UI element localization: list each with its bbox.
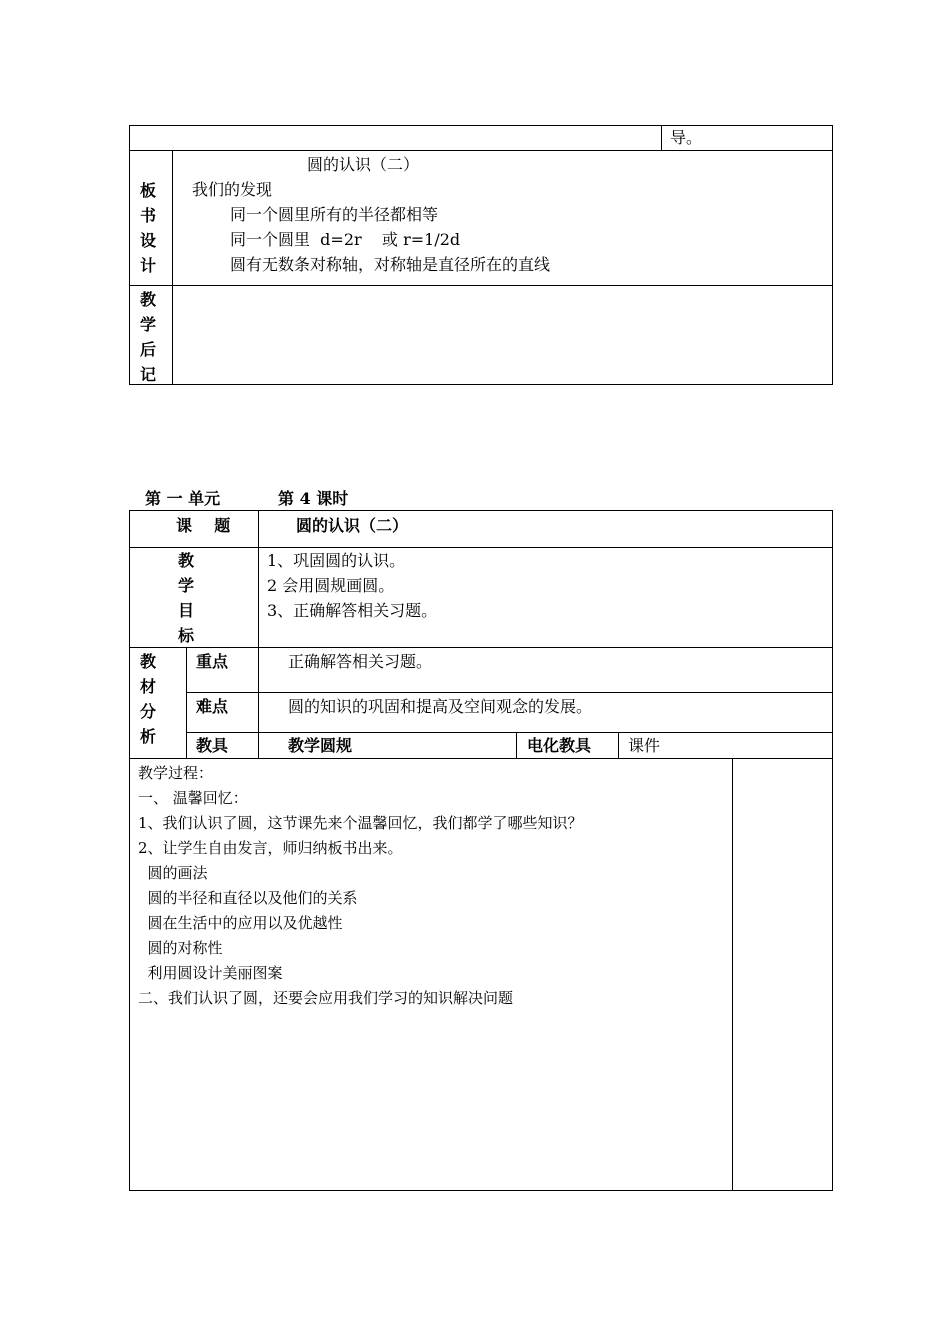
process-line: 教学过程：: [138, 764, 214, 782]
board-line: 我们的发现: [192, 180, 273, 199]
board-design-label: 板 书 设 计: [139, 181, 156, 275]
goal-item: 2 会用圆规画圆。: [267, 576, 395, 595]
tools-value: 教学圆规: [288, 736, 353, 755]
difficulty-label: 难点: [196, 697, 229, 716]
analysis-label: 教 材 分 析: [139, 652, 156, 746]
goals-label: 教 学 目 标: [177, 551, 194, 645]
process-line: 圆的对称性: [138, 939, 223, 957]
process-line: 利用圆设计美丽图案: [138, 964, 283, 982]
goal-item: 1、巩固圆的认识。: [267, 551, 406, 570]
topic-value: 圆的认识（二）: [296, 516, 409, 535]
board-line: 同一个圆里 d=2r 或 r=1/2d: [230, 230, 461, 249]
media-label: 电化教具: [527, 736, 592, 755]
board-title: 圆的认识（二）: [307, 155, 420, 174]
process-line: 一、 温馨回忆：: [138, 789, 248, 807]
topic-label: 课 题: [176, 516, 231, 535]
board-line: 圆有无数条对称轴，对称轴是直径所在的直线: [230, 255, 551, 274]
process-line: 二、我们认识了圆，还要会应用我们学习的知识解决问题: [138, 989, 514, 1007]
media-value: 课件: [628, 736, 661, 755]
key-label: 重点: [196, 652, 229, 671]
key-value: 正确解答相关习题。: [288, 652, 433, 671]
process-line: 1、我们认识了圆，这节课先来个温馨回忆，我们都学了哪些知识？: [138, 814, 583, 832]
difficulty-value: 圆的知识的巩固和提高及空间观念的发展。: [288, 697, 593, 716]
process-line: 圆在生活中的应用以及优越性: [138, 914, 343, 932]
period-label: 第 4 课时: [278, 489, 349, 508]
process-line: 圆的半径和直径以及他们的关系: [138, 889, 358, 907]
process-line: 2、让学生自由发言，师归纳板书出来。: [138, 839, 403, 857]
process-line: 圆的画法: [138, 864, 208, 882]
prev-cell-text: 导。: [670, 128, 703, 147]
tools-label: 教具: [196, 736, 229, 755]
unit-label: 第 一 单元: [145, 489, 221, 508]
board-line: 同一个圆里所有的半径都相等: [230, 205, 439, 224]
afterword-label: 教 学 后 记: [139, 290, 156, 384]
goal-item: 3、正确解答相关习题。: [267, 601, 438, 620]
